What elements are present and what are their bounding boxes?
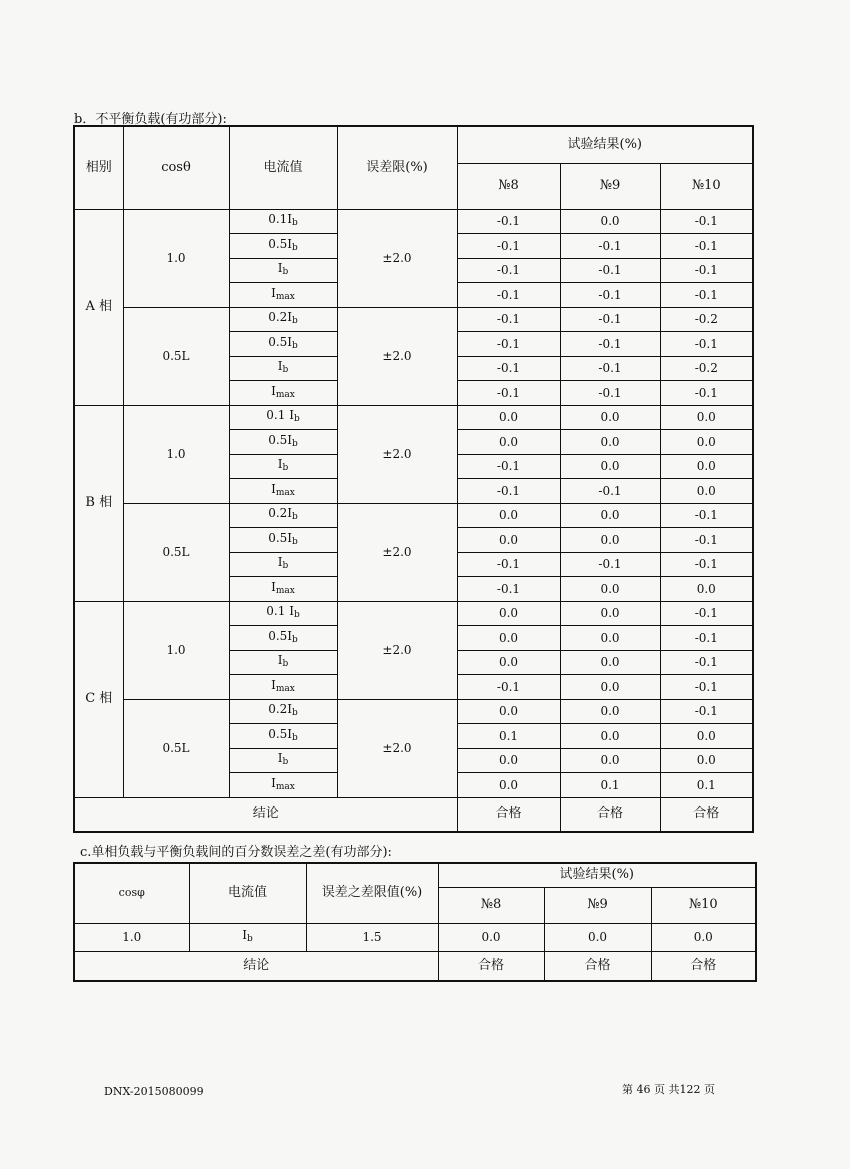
current-value: 0.5I [268,236,293,251]
limit-value: 1.5 [306,923,438,951]
result-value: -0.1 [457,381,560,406]
header-results: 试验结果(%) [457,126,753,163]
current-cell [229,748,337,773]
current-subscript: b [282,365,289,376]
current-cell [229,356,337,381]
result-value: -0.1 [660,699,753,724]
conclusion-value: 合格 [651,951,756,981]
header-sample: №9 [560,163,660,209]
result-value: 0.0 [660,748,753,773]
current-subscript: b [292,512,298,523]
current-subscript: b [282,561,289,572]
current-cell [229,307,337,332]
header-sample: №10 [651,887,756,923]
conclusion-value: 合格 [457,797,560,832]
current-subscript: max [275,487,295,498]
limit-value: ±2.0 [337,699,457,797]
result-value: -0.1 [660,381,753,406]
current-cell [229,699,337,724]
result-value: 0.0 [560,601,660,626]
result-value: -0.1 [560,307,660,332]
table-row [74,699,753,724]
current-subscript: max [275,291,295,302]
current-subscript: b [246,934,253,944]
current-subscript: b [292,438,298,449]
result-value: -0.2 [660,356,753,381]
result-value: 0.0 [457,405,560,430]
result-value: 0.0 [560,405,660,430]
current-cell [229,650,337,675]
section-b-title: b．不平衡负载(有功部分): [74,112,227,127]
result-value: 0.0 [560,626,660,651]
current-subscript: b [292,536,298,547]
cos-value: 1.0 [123,601,229,699]
header-sample: №8 [457,163,560,209]
current-subscript: b [282,757,289,768]
current-cell [229,626,337,651]
header-cos: cosθ [123,126,229,209]
table-row [74,923,756,951]
current-cell [229,552,337,577]
current-cell [229,577,337,602]
cos-value: 1.0 [74,923,189,951]
result-value: 0.0 [544,923,651,951]
error-difference-table [73,862,757,982]
current-cell [229,454,337,479]
header-results: 试验结果(%) [438,863,756,887]
result-value: -0.1 [457,209,560,234]
result-value: -0.1 [660,209,753,234]
current-value: I [277,751,283,766]
result-value: -0.1 [560,381,660,406]
current-subscript: b [292,242,298,253]
current-cell [229,479,337,504]
result-value: -0.2 [660,307,753,332]
current-value: I [271,285,276,300]
page-number: 第 46 页 共122 页 [622,1083,715,1096]
result-value: 0.0 [560,650,660,675]
cos-value: 0.5L [123,503,229,601]
current-cell [229,332,337,357]
result-value: 0.0 [560,577,660,602]
result-value: -0.1 [560,332,660,357]
current-subscript: max [275,389,295,400]
result-value: -0.1 [660,675,753,700]
current-cell [229,675,337,700]
result-value: 0.0 [457,626,560,651]
current-value: I [271,775,276,790]
current-cell [229,405,337,430]
current-cell [189,923,306,951]
result-value: -0.1 [457,454,560,479]
result-value: -0.1 [457,283,560,308]
result-value: 0.0 [457,650,560,675]
current-subscript: max [275,683,295,694]
current-value: I [277,457,283,472]
current-cell [229,528,337,553]
current-value: I [277,555,283,570]
result-value: -0.1 [660,626,753,651]
conclusion-label: 结论 [74,951,438,981]
current-value: 0.1I [268,212,293,227]
result-value: -0.1 [660,601,753,626]
result-value: 0.0 [560,503,660,528]
result-value: 0.1 [660,773,753,798]
current-cell [229,381,337,406]
conclusion-value: 合格 [560,797,660,832]
current-value: 0.5I [268,432,293,447]
result-value: 0.0 [457,699,560,724]
result-value: 0.0 [660,454,753,479]
current-subscript: b [292,732,298,743]
result-value: 0.0 [660,479,753,504]
table-row [74,601,753,626]
table-row [74,405,753,430]
limit-value: ±2.0 [337,209,457,307]
result-value: -0.1 [560,356,660,381]
current-value: 0.2I [268,310,293,325]
result-value: 0.1 [560,773,660,798]
current-cell [229,209,337,234]
result-value: -0.1 [660,650,753,675]
result-value: 0.0 [438,923,544,951]
section-c-title: c.单相负载与平衡负载间的百分数误差之差(有功部分): [80,845,392,860]
current-subscript: b [292,340,298,351]
header-limit: 误差限(%) [337,126,457,209]
current-subscript: b [292,316,298,327]
result-value: -0.1 [660,528,753,553]
cos-value: 0.5L [123,307,229,405]
table-row [74,209,753,234]
result-value: 0.0 [457,528,560,553]
current-subscript: b [293,610,300,621]
result-value: -0.1 [560,258,660,283]
result-value: 0.0 [457,601,560,626]
current-subscript: b [292,634,298,645]
result-value: 0.0 [660,724,753,749]
current-cell [229,503,337,528]
current-subscript: b [282,267,289,278]
result-value: -0.1 [457,675,560,700]
current-value: 0.1 I [266,604,294,619]
result-value: -0.1 [660,234,753,259]
result-value: 0.0 [560,528,660,553]
header-phase: 相别 [74,126,123,209]
current-value: I [271,383,276,398]
current-value: 0.5I [268,726,293,741]
result-value: -0.1 [457,356,560,381]
current-value: I [271,579,276,594]
table-row [74,307,753,332]
current-value: 0.5I [268,530,293,545]
header-sample: №9 [544,887,651,923]
current-cell [229,724,337,749]
result-value: 0.1 [457,724,560,749]
limit-value: ±2.0 [337,503,457,601]
result-value: -0.1 [457,332,560,357]
header-cos: cosφ [74,863,189,923]
result-value: 0.0 [560,675,660,700]
current-cell [229,601,337,626]
document-id: DNX-2015080099 [104,1085,204,1098]
unbalanced-load-table [73,125,754,833]
cos-value: 1.0 [123,209,229,307]
result-value: 0.0 [560,748,660,773]
current-subscript: b [292,218,298,229]
conclusion-row [74,797,753,832]
table-row [74,503,753,528]
result-value: 0.0 [651,923,756,951]
current-subscript: max [275,585,295,596]
current-value: I [277,359,283,374]
cos-value: 1.0 [123,405,229,503]
result-value: -0.1 [560,479,660,504]
result-value: 0.0 [560,454,660,479]
conclusion-row [74,951,756,981]
current-value: 0.5I [268,334,293,349]
result-value: -0.1 [457,307,560,332]
result-value: 0.0 [457,503,560,528]
limit-value: ±2.0 [337,601,457,699]
result-value: 0.0 [660,405,753,430]
current-subscript: b [292,708,298,719]
current-cell [229,234,337,259]
header-current: 电流值 [189,863,306,923]
result-value: 0.0 [560,209,660,234]
result-value: -0.1 [457,234,560,259]
current-cell [229,283,337,308]
result-value: -0.1 [560,234,660,259]
phase-label: C 相 [74,601,123,797]
current-value: I [271,677,276,692]
conclusion-value: 合格 [438,951,544,981]
conclusion-label: 结论 [74,797,457,832]
result-value: 0.0 [560,699,660,724]
result-value: -0.1 [457,552,560,577]
current-value: 0.2I [268,702,293,717]
result-value: -0.1 [457,577,560,602]
result-value: -0.1 [660,503,753,528]
limit-value: ±2.0 [337,405,457,503]
header-sample: №10 [660,163,753,209]
result-value: 0.0 [560,724,660,749]
current-value: 0.5I [268,628,293,643]
result-value: 0.0 [660,577,753,602]
result-value: -0.1 [660,332,753,357]
current-subscript: b [293,414,300,425]
result-value: -0.1 [660,283,753,308]
current-value: I [271,481,276,496]
current-cell [229,773,337,798]
result-value: 0.0 [660,430,753,455]
current-value: I [277,653,283,668]
header-limit: 误差之差限值(%) [306,863,438,923]
cos-value: 0.5L [123,699,229,797]
conclusion-value: 合格 [544,951,651,981]
current-cell [229,430,337,455]
current-value: I [277,261,283,276]
current-subscript: max [275,781,295,792]
current-value: I [242,928,247,942]
current-value: 0.1 I [266,408,294,423]
result-value: 0.0 [457,430,560,455]
result-value: 0.0 [457,773,560,798]
current-cell [229,258,337,283]
current-value: 0.2I [268,506,293,521]
header-current: 电流值 [229,126,337,209]
result-value: -0.1 [457,479,560,504]
result-value: -0.1 [660,552,753,577]
result-value: 0.0 [457,748,560,773]
result-value: -0.1 [560,552,660,577]
current-subscript: b [282,659,289,670]
result-value: 0.0 [560,430,660,455]
conclusion-value: 合格 [660,797,753,832]
limit-value: ±2.0 [337,307,457,405]
current-subscript: b [282,463,289,474]
phase-label: A 相 [74,209,123,405]
result-value: -0.1 [457,258,560,283]
phase-label: B 相 [74,405,123,601]
result-value: -0.1 [660,258,753,283]
result-value: -0.1 [560,283,660,308]
header-sample: №8 [438,887,544,923]
